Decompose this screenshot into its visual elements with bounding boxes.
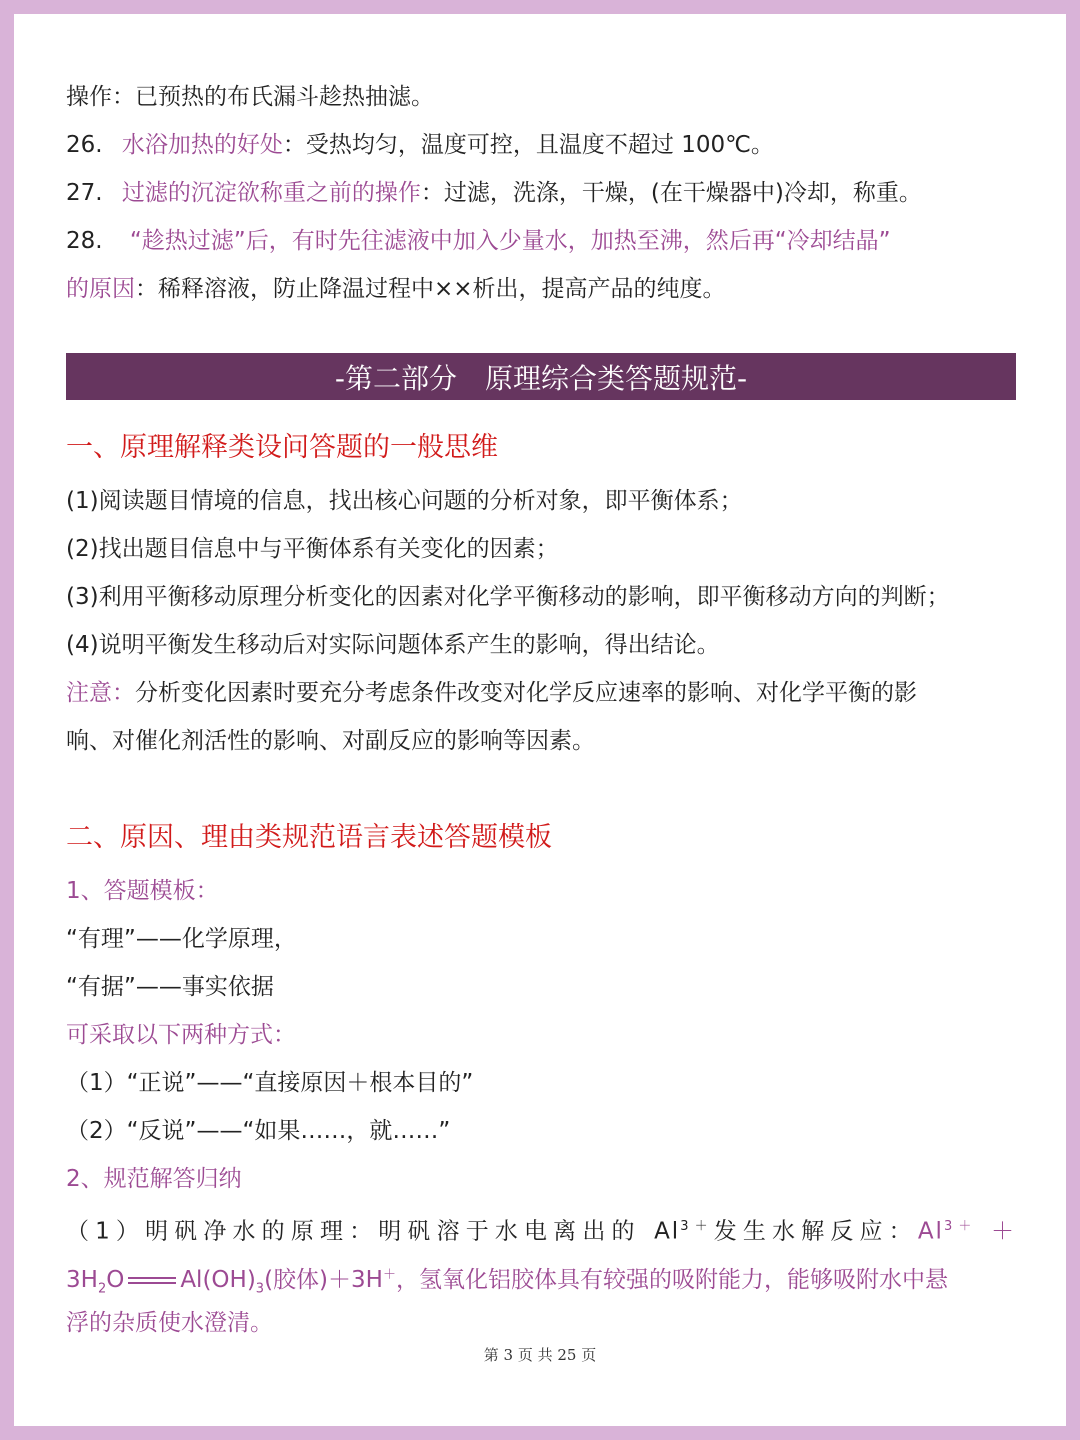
equation-plus: ＋ bbox=[977, 1218, 1016, 1245]
document-page bbox=[14, 14, 1066, 1426]
operation-line bbox=[66, 82, 434, 112]
aloh-sub: 3 bbox=[255, 1281, 265, 1297]
item-keyword: 的原因 bbox=[66, 276, 135, 302]
note-continued: 响、对催化剂活性的影响、对副反应的影响等因素。 bbox=[66, 728, 595, 754]
section-banner-title: -第二部分 原理综合类答题规范- bbox=[334, 361, 748, 395]
equilibrium-arrow-icon bbox=[124, 1275, 180, 1285]
h-charge: ＋ bbox=[382, 1267, 396, 1282]
colloid: (胶体)＋3H bbox=[264, 1266, 383, 1293]
item-28 bbox=[66, 226, 891, 256]
equation-product bbox=[180, 1266, 948, 1297]
alum-charge: 3＋ bbox=[680, 1219, 714, 1234]
way-2: （2）“反说”——“如果……，就……” bbox=[66, 1118, 451, 1144]
equation-explanation: ，氢氧化铝胶体具有较强的吸附能力，能够吸附水中悬 bbox=[395, 1266, 948, 1293]
template-line-1: “有理”——化学原理， bbox=[66, 926, 297, 952]
ways-heading: 可采取以下两种方式： bbox=[66, 1022, 296, 1048]
page-number: 第 3 页 共 25 页 bbox=[483, 1346, 597, 1364]
template-line-2: “有据”——事实依据 bbox=[66, 974, 274, 1000]
item-text: ：过滤，洗涤，干燥，(在干燥器中)冷却，称重。 bbox=[420, 180, 922, 206]
equation-line-end: 浮的杂质使水澄清。 bbox=[66, 1310, 273, 1336]
item-27 bbox=[66, 178, 922, 208]
step-4: (4)说明平衡发生移动后对实际问题体系产生的影响，得出结论。 bbox=[66, 632, 720, 658]
water-sub: 2 bbox=[97, 1281, 107, 1297]
item-26 bbox=[66, 130, 774, 160]
note-text: 分析变化因素时要充分考虑条件改变对化学反应速率的影响、对化学平衡的影 bbox=[135, 680, 917, 706]
item-keyword: “趁热过滤”后，有时先往滤液中加入少量水，加热至沸，然后再“冷却结晶” bbox=[129, 228, 891, 254]
item-number: 26. bbox=[66, 132, 103, 158]
item-number: 28. bbox=[66, 228, 103, 254]
alum-line bbox=[66, 1212, 1016, 1247]
equation-line bbox=[66, 1260, 948, 1304]
operation-text: 操作：已预热的布氏漏斗趁热抽滤。 bbox=[66, 84, 434, 110]
water-h: 3H bbox=[66, 1266, 98, 1293]
equation-al: Al bbox=[917, 1218, 944, 1245]
subheading-summary: 2、规范解答归纳 bbox=[66, 1166, 242, 1192]
step-2: (2)找出题目信息中与平衡体系有关变化的因素； bbox=[66, 536, 559, 562]
item-text: ：稀释溶液，防止降温过程中××析出，提高产品的纯度。 bbox=[135, 276, 726, 302]
part1-title: 一、原理解释类设问答题的一般思维 bbox=[66, 432, 498, 463]
subheading-template: 1、答题模板： bbox=[66, 878, 219, 904]
alum-text-2: 发生水解反应： bbox=[713, 1218, 918, 1245]
note bbox=[66, 678, 917, 708]
item-keyword: 过滤的沉淀欲称重之前的操作 bbox=[121, 180, 421, 206]
equation-al-charge: 3＋ bbox=[943, 1219, 978, 1234]
item-text: ：受热均匀，温度可控，且温度不超过 100℃。 bbox=[282, 132, 774, 158]
note-label: 注意： bbox=[66, 680, 135, 706]
item-number: 27. bbox=[66, 180, 103, 206]
section-banner bbox=[66, 353, 1016, 400]
part2-title: 二、原因、理由类规范语言表述答题模板 bbox=[66, 822, 552, 853]
equation-water bbox=[66, 1266, 125, 1297]
aloh: Al(OH) bbox=[180, 1266, 256, 1293]
water-o: O bbox=[106, 1266, 125, 1293]
step-1: (1)阅读题目情境的信息，找出核心问题的分析对象，即平衡体系； bbox=[66, 488, 743, 514]
way-1: （1）“正说”——“直接原因＋根本目的” bbox=[66, 1070, 474, 1096]
alum-text: （1）明矾净水的原理：明矾溶于水电离出的 Al bbox=[66, 1218, 681, 1245]
item-keyword: 水浴加热的好处 bbox=[121, 132, 283, 158]
step-3: (3)利用平衡移动原理分析变化的因素对化学平衡移动的影响，即平衡移动方向的判断； bbox=[66, 584, 950, 610]
item-28-continued bbox=[66, 274, 726, 304]
